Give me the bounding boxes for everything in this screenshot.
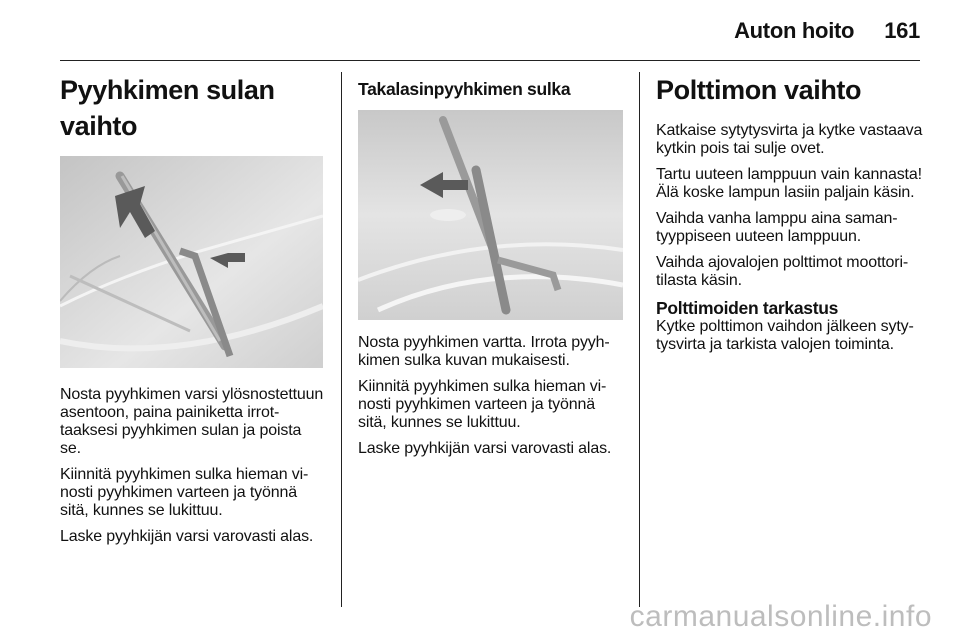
section-heading-rear-wiper: Takalasinpyyhkimen sulka [358,79,571,99]
column-front-wiper [60,72,325,554]
column-rear-wiper [358,72,623,466]
section-heading-bulb-replacement: Polttimon vaihto [656,75,862,105]
paragraph: Vaihda vanha lamppu aina samantyyppiseen uuteen lamppuun. [656,210,898,245]
column-divider-2 [639,72,640,607]
column-bulb-replacement [656,72,926,362]
paragraph: Laske pyyhkijän varsi varovasti alas. [358,440,612,457]
subheading-bulb-check: Polttimoiden tarkastus [656,298,839,318]
paragraph: Nosta pyyhkimen varsi ylösnostettuun asentoon, paina painiketta irrottaaksesi pyyhkimen sulan ja poista se. [60,386,324,457]
watermark: carmanualsonline.info [629,600,932,633]
page-header [734,18,920,44]
paragraph: Kiinnitä pyyhkimen sulka hieman vinosti pyyhkimen varteen ja työnnä sitä, kunnes se lukittuu. [60,466,309,519]
paragraph: Kytke polttimon vaihdon jälkeen sytytysvirta ja tarkista valojen toiminta. [656,318,914,353]
paragraph: Tartu uuteen lamppuun vain kannasta! Älä koske lampun lasiin paljain käsin. [656,166,922,201]
rear-wiper-drawing [358,110,623,320]
paragraph: Nosta pyyhkimen vartta. Irrota pyyhkimen sulka kuvan mukaisesti. [358,334,610,369]
section-heading-wiper-blade: Pyyhkimen sulan vaihto [60,75,275,141]
section-title: Auton hoito [734,18,855,43]
rear-wiper-illustration [358,110,623,320]
front-wiper-illustration [60,156,323,368]
paragraph: Katkaise sytytysvirta ja kytke vastaava kytkin pois tai sulje ovet. [656,122,923,157]
paragraph: Laske pyyhkijän varsi varovasti alas. [60,528,314,545]
column-divider-1 [341,72,342,607]
page-number: 161 [884,18,920,43]
paragraph: Vaihda ajovalojen polttimot moottoritilasta käsin. [656,254,909,289]
front-wiper-drawing [60,156,323,368]
header-rule [60,60,920,61]
paragraph: Kiinnitä pyyhkimen sulka hieman vinosti pyyhkimen varteen ja työnnä sitä, kunnes se lukittuu. [358,378,607,431]
